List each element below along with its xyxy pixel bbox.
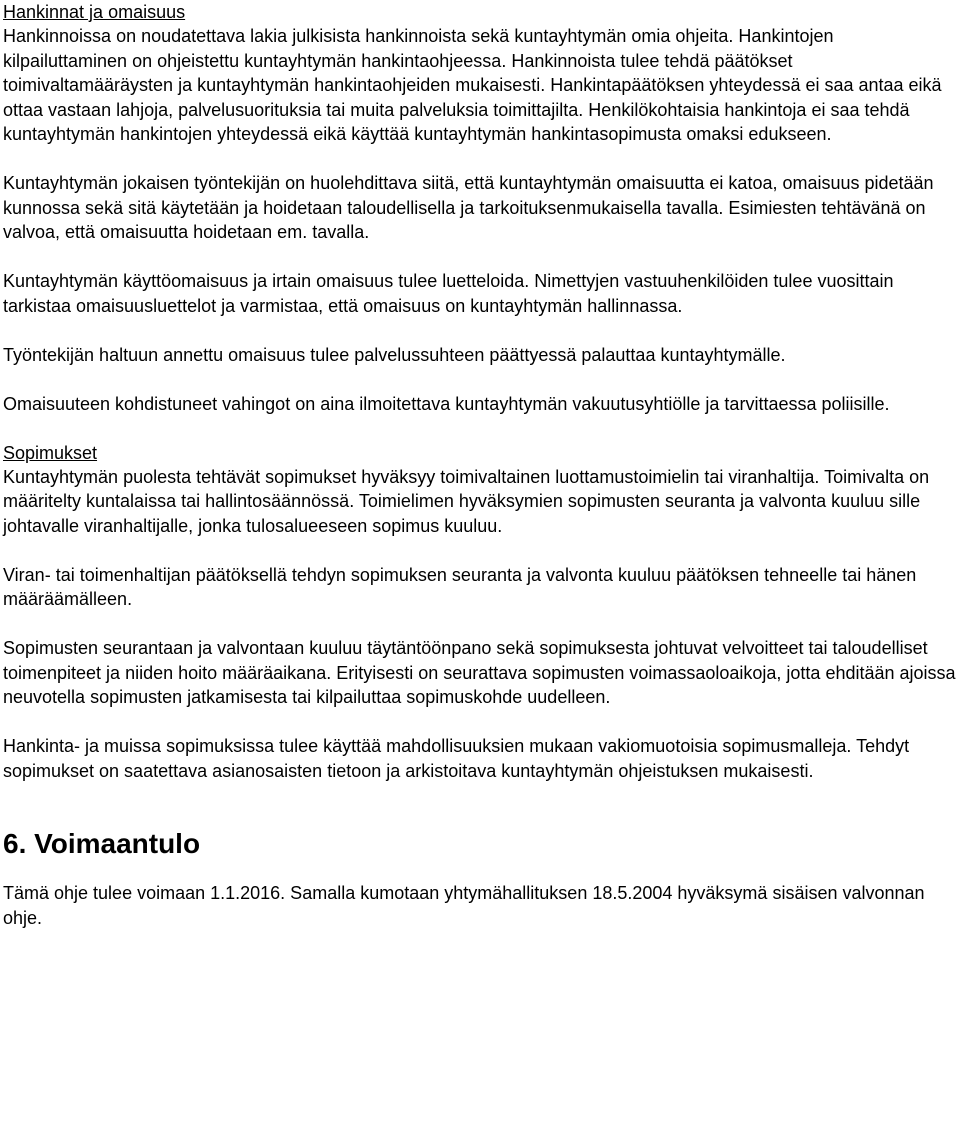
- spacer: [3, 416, 958, 441]
- spacer: [3, 861, 958, 881]
- document-page: [3, 0, 958, 930]
- spacer: [3, 367, 958, 392]
- procurement-paragraph-1: Hankinnoissa on noudatettava lakia julkisista hankinnoista sekä kuntayhtymän omia ohjeita. Hankintojen kilpailuttaminen on ohjeistettu kuntayhtymän hankintaohjeessa. Hankinnoista tulee tehdä päätökset toimivaltamääräysten ja kuntayhtymän hankintaohjeiden mukaisesti. Hankintapäätöksen yhteydessä ei saa antaa eikä ottaa vastaan lahjoja, palvelusuorituksia tai muita palveluksia toimittajilta. Henkilökohtaisia hankintoja ei saa tehdä kuntayhtymän hankintojen yhteydessä eikä käyttää kuntayhtymän hankintasopimusta omaksi edukseen.: [3, 26, 942, 144]
- procurement-paragraph-4: Työntekijän haltuun annettu omaisuus tulee palvelussuhteen päättyessä palauttaa kuntayhtymälle.: [3, 344, 786, 365]
- procurement-paragraph-2: Kuntayhtymän jokaisen työntekijän on huolehdittava siitä, että kuntayhtymän omaisuutta ei katoa, omaisuus pidetään kunnossa sekä sitä käytetään ja hoidetaan taloudellisella ja tarkoituksenmukaisella tavalla. Esimiesten tehtävänä on valvoa, että omaisuutta hoidetaan em. tavalla.: [3, 173, 934, 242]
- spacer: [3, 318, 958, 343]
- contracts-paragraph-3: Sopimusten seurantaan ja valvontaan kuuluu täytäntöönpano sekä sopimuksesta johtuvat velvoitteet tai taloudelliset toimenpiteet ja niiden hoito määräaikana. Erityisesti on seurattava sopimusten voimassaoloaikoja, jotta ehditään ajoissa neuvotella sopimusten jatkamisesta tai kilpailuttaa sopimuskohde uudelleen.: [3, 638, 956, 707]
- spacer: [3, 783, 958, 827]
- contracts-paragraph-2: Viran- tai toimenhaltijan päätöksellä tehdyn sopimuksen seuranta ja valvonta kuuluu päätöksen tehneelle tai hänen määräämälleen.: [3, 564, 917, 609]
- spacer: [3, 147, 958, 172]
- spacer: [3, 245, 958, 270]
- contracts-heading: Sopimukset: [3, 442, 98, 463]
- procurement-heading: Hankinnat ja omaisuus: [3, 2, 186, 22]
- contracts-paragraph-4: Hankinta- ja muissa sopimuksissa tulee käyttää mahdollisuuksien mukaan vakiomuotoisia sopimusmalleja. Tehdyt sopimukset on saatettava asianosaisten tietoon ja arkistoitava kuntayhtymän ohjeistuksen mukaisesti.: [3, 736, 910, 781]
- spacer: [3, 538, 958, 563]
- procurement-paragraph-5: Omaisuuteen kohdistuneet vahingot on aina ilmoitettava kuntayhtymän vakuutusyhtiölle ja tarvittaessa poliisille.: [3, 393, 890, 414]
- effective-paragraph: Tämä ohje tulee voimaan 1.1.2016. Samalla kumotaan yhtymähallituksen 18.5.2004 hyväksymä sisäisen valvonnan ohje.: [3, 883, 925, 928]
- spacer: [3, 612, 958, 637]
- section-title: 6. Voimaantulo: [3, 828, 201, 859]
- procurement-paragraph-3: Kuntayhtymän käyttöomaisuus ja irtain omaisuus tulee luetteloida. Nimettyjen vastuuhenkilöiden tulee vuosittain tarkistaa omaisuusluettelot ja varmistaa, että omaisuus on kuntayhtymän hallinnassa.: [3, 271, 894, 316]
- spacer: [3, 710, 958, 735]
- contracts-paragraph-1: Kuntayhtymän puolesta tehtävät sopimukset hyväksyy toimivaltainen luottamustoimielin tai viranhaltija. Toimivalta on määritelty kuntalaissa tai hallintosäännössä. Toimielimen hyväksymien sopimusten seuranta ja valvonta kuuluu sille johtavalle viranhaltijalle, jonka tulosalueeseen sopimus kuuluu.: [3, 466, 930, 536]
